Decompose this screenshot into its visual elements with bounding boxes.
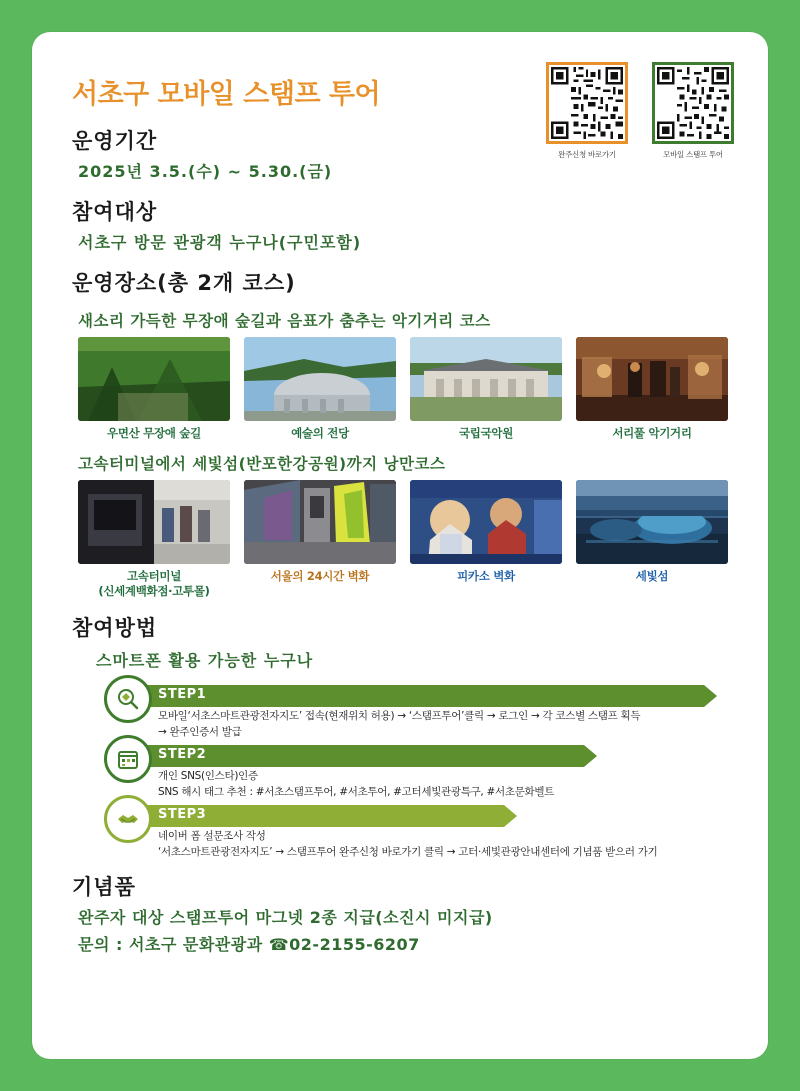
page-title: 서초구 모바일 스탬프 투어 — [72, 79, 381, 110]
handshake-icon — [115, 806, 141, 832]
step-1-icon-circle — [104, 675, 152, 723]
step-3 — [72, 801, 734, 858]
photo-svg — [410, 480, 562, 564]
step-1-bar — [124, 685, 704, 707]
section-heading-period: 운영기간 — [72, 129, 158, 153]
spot-photo-gugak-center — [410, 337, 562, 421]
section-heading-place: 운영장소(총 2개 코스) — [72, 271, 296, 295]
qr-code-stamp-tour[interactable] — [652, 62, 734, 144]
spot-photo-seoul-arts-center — [244, 337, 396, 421]
qr-code-group — [546, 62, 734, 160]
section-heading-gift: 기념품 — [72, 875, 136, 900]
qr-item-stamp-tour[interactable] — [652, 62, 734, 160]
spot-card — [576, 337, 728, 440]
photo-svg — [576, 480, 728, 564]
photo-svg — [244, 337, 396, 421]
step-2-icon-circle — [104, 735, 152, 783]
qr-caption: 모바일 스탬프 투어 — [663, 150, 723, 159]
spot-photo-picasso-mural — [410, 480, 562, 564]
qr-code-completion[interactable] — [546, 62, 628, 144]
step-3-label: STEP3 — [158, 807, 207, 823]
photo-svg — [244, 480, 396, 564]
step-1-label: STEP1 — [158, 687, 207, 703]
spot-card — [78, 337, 230, 440]
spot-caption: 서리풀 악기거리 — [612, 426, 692, 440]
step-3-icon-circle — [104, 795, 152, 843]
step-2 — [72, 741, 734, 798]
section-heading-target: 참여대상 — [72, 200, 158, 224]
course-1-photos — [78, 337, 734, 440]
qr-image — [657, 67, 729, 139]
section-heading-howto: 참여방법 — [72, 616, 158, 641]
gift-section — [72, 871, 734, 955]
contact-line: 문의 : 서초구 문화관광과 ☎02-2155-6207 — [78, 935, 420, 955]
step-1 — [72, 681, 734, 738]
step-2-label: STEP2 — [158, 747, 207, 763]
spot-caption: 세빛섬 — [635, 569, 669, 584]
step-3-text — [158, 829, 657, 861]
spot-card — [78, 480, 230, 598]
step-1-text — [158, 709, 640, 741]
qr-item-completion[interactable] — [546, 62, 628, 160]
spot-caption: 국립국악원 — [458, 426, 514, 440]
spot-caption: 우면산 무장애 숲길 — [107, 426, 201, 440]
step-1-line2: → 완주인증서 발급 — [158, 725, 242, 738]
spot-photo-forest-trail — [78, 337, 230, 421]
step-2-line2: SNS 해시 태그 추천 : #서초스탬프투어, #서초투어, #고터세빛관광특구, #서초문화벨트 — [158, 785, 555, 798]
target-value: 서초구 방문 관광객 누구나(구민포함) — [78, 233, 362, 252]
spot-card — [576, 480, 728, 598]
qr-image — [551, 67, 623, 139]
course-2-title: 고속터미널에서 세빛섬(반포한강공원)까지 낭만코스 — [78, 455, 446, 474]
step-2-line1: 개인 SNS(인스타)인증 — [158, 770, 258, 783]
spot-photo-express-bus-terminal — [78, 480, 230, 564]
spot-card — [410, 337, 562, 440]
magnifier-map-icon — [116, 687, 140, 711]
spot-caption: 고속터미널 (신세계백화점·고투몰) — [98, 569, 210, 598]
photo-svg — [78, 337, 230, 421]
step-1-line1: 모바일‘서초스마트관광전자지도’ 접속(현재위치 허용) → ‘스탬프투어’클릭 → 로그인 → 각 코스별 스탬프 획득 — [158, 710, 641, 723]
course-1-title: 새소리 가득한 무장애 숲길과 음표가 춤추는 악기거리 코스 — [78, 312, 491, 330]
gift-body: 완주자 대상 스탬프투어 마그넷 2종 지급(소진시 미지급) — [78, 908, 493, 928]
spot-photo-instrument-street — [576, 337, 728, 421]
course-2-photos — [78, 480, 734, 598]
step-2-text — [158, 769, 554, 801]
spot-caption: 피카소 벽화 — [457, 569, 515, 584]
spot-caption: 서울의 24시간 벽화 — [270, 569, 370, 584]
period-value: 2025년 3.5.(수) ~ 5.30.(금) — [78, 162, 333, 181]
spot-photo-some-sevit — [576, 480, 728, 564]
photo-svg — [78, 480, 230, 564]
calendar-icon — [116, 747, 140, 771]
spot-card — [244, 480, 396, 598]
howto-subtitle: 스마트폰 활용 가능한 누구나 — [96, 651, 314, 671]
step-3-line1: 네이버 폼 설문조사 작성 — [158, 830, 266, 843]
photo-svg — [576, 337, 728, 421]
spot-card — [410, 480, 562, 598]
spot-caption: 예술의 전당 — [291, 426, 349, 440]
poster-card — [32, 32, 768, 1059]
spot-photo-24h-mural — [244, 480, 396, 564]
spot-card — [244, 337, 396, 440]
step-3-line2: ‘서초스마트관광전자지도’ → 스탬프투어 완주신청 바로가기 클릭 → 고터·세빛관광안내센터에 기념품 받으러 가기 — [158, 845, 658, 858]
photo-svg — [410, 337, 562, 421]
qr-caption: 완주신청 바로가기 — [558, 150, 616, 159]
